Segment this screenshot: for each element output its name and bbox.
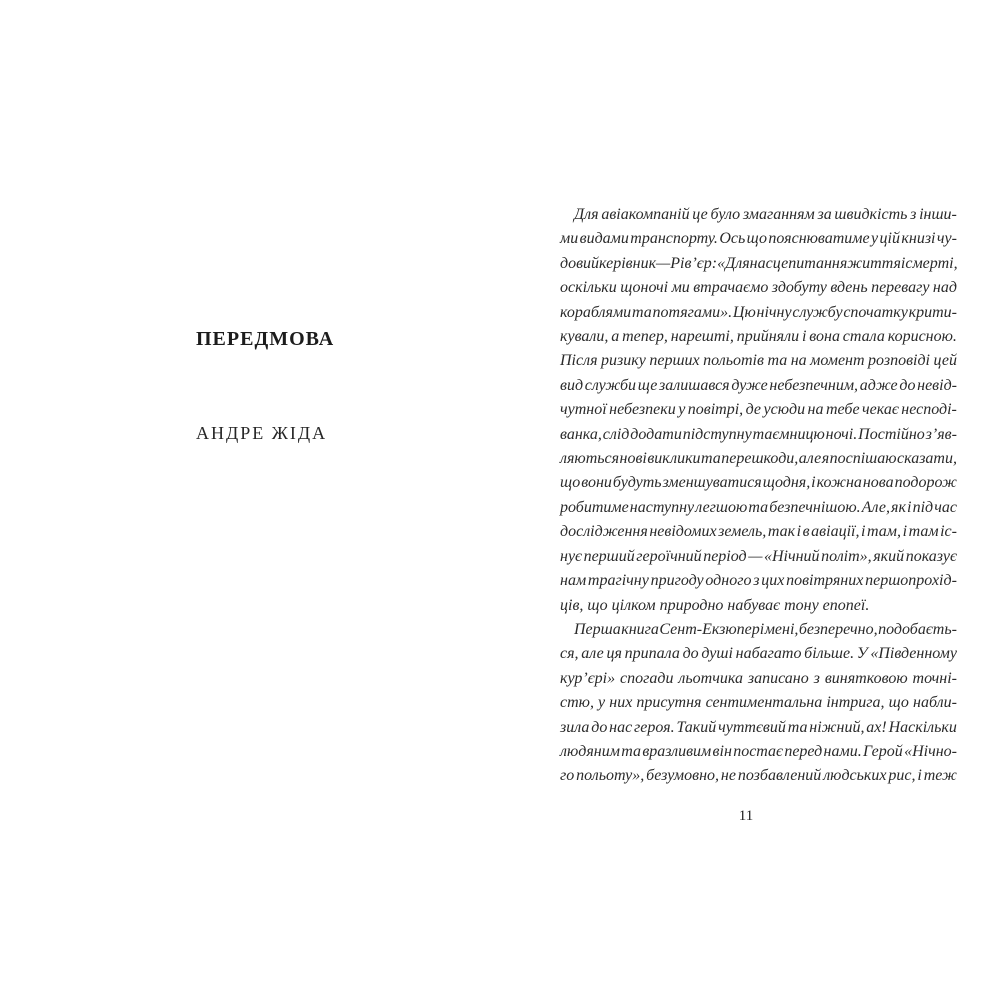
text-line: го польоту», безумовно, не позбавлений людських рис, і теж xyxy=(560,767,957,785)
text-line: зила до нас героя. Такий чуттєвий та ніжний, ах! Наскільки xyxy=(560,718,957,736)
text-line: кораблями та потягами». Цю нічну службу спочатку крити- xyxy=(560,303,957,321)
text-line: нує перший героїчний період — «Нічний політ», який показує xyxy=(560,547,957,565)
page-number: 11 xyxy=(738,808,754,824)
text-line: ців, що цілком природно набуває тону епопеї. xyxy=(560,596,870,614)
text-line: вид служби ще залишався дуже небезпечним, адже до невід- xyxy=(560,376,957,394)
body-text xyxy=(560,203,957,789)
text-line: кували, а тепер, нарешті, прийняли і вона стала корисною. xyxy=(560,328,957,346)
text-line: чутної небезпеки у повітрі, де усюди на тебе чекає несподі- xyxy=(560,401,957,419)
text-line: стю, у них присутня сентиментальна інтрига, що набли- xyxy=(560,694,957,712)
text-line: дослідження невідомих земель, так і в авіації, і там, і там іс- xyxy=(560,523,957,541)
text-line: оскільки щоночі ми втрачаємо здобуту вдень перевагу над xyxy=(560,279,957,297)
text-line: робитиме наступну легшою та безпечнішою. Але, як і під час xyxy=(560,498,957,516)
text-line: Після ризику перших польотів та на момент розповіді цей xyxy=(560,352,957,370)
text-line: нам трагічну пригоду одного з цих повітряних першопрохід- xyxy=(560,572,957,590)
text-line: ми видами транспорту. Ось що пояснюватиме у цій книзі чу- xyxy=(560,230,957,248)
text-line: ванка, слід додати підступну таємницю ночі. Постійно з’яв- xyxy=(560,425,957,443)
text-line: Перша книга Сент-Екзюпері мені, безперечно, подобаєть- xyxy=(574,620,957,638)
text-line: кур’єрі» спогади льотчика записано з винятковою точні- xyxy=(560,669,957,687)
chapter-author: АНДРЕ ЖІДА xyxy=(196,423,328,443)
text-line: ляються нові виклики та перешкоди, але я поспішаю сказати, xyxy=(560,450,957,468)
text-line: що вони будуть зменшуватися щодня, і кожна нова подорож xyxy=(560,474,957,492)
text-line: ся, але ця припала до душі набагато більше. У «Південному xyxy=(560,645,957,663)
text-line: людяним та вразливим він постає перед нами. Герой «Нічно- xyxy=(560,742,957,760)
chapter-title: ПЕРЕДМОВА xyxy=(196,328,335,350)
text-line: Для авіакомпаній це було змаганням за швидкість з інши- xyxy=(574,206,957,223)
text-line: довий керівник — Рів’єр: «Для нас це питання життя і смерті, xyxy=(560,254,958,272)
